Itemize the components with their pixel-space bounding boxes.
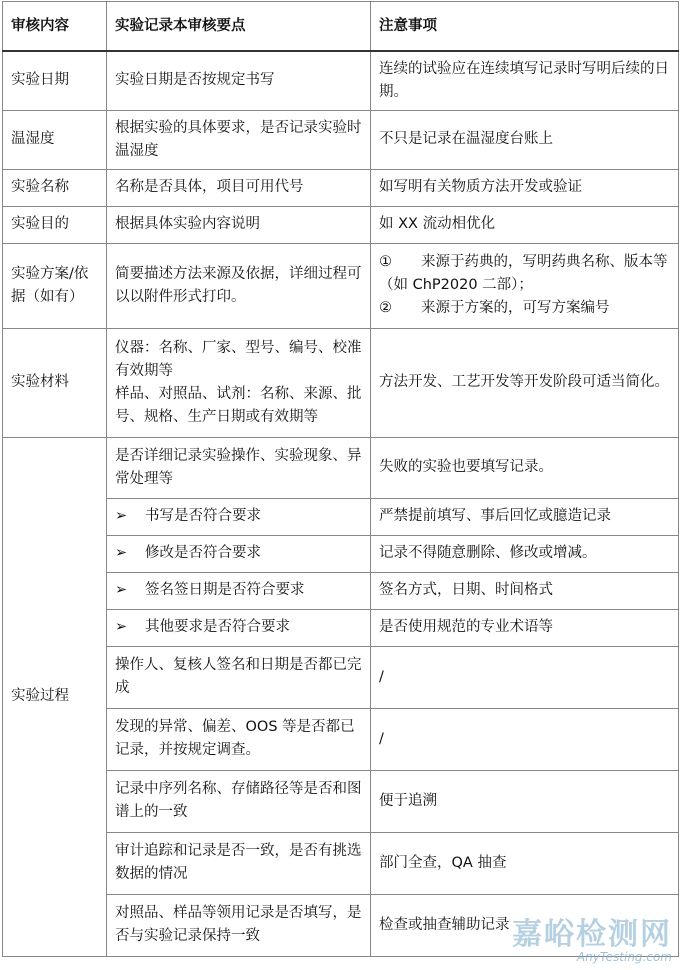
point-cell: 仪器：名称、厂家、型号、编号、校准有效期等 样品、对照品、试剂：名称、来源、批号、规格、生产日期或有效期等 xyxy=(107,328,371,437)
watermark-cn: 嘉峪检测网 xyxy=(512,917,672,952)
arrow-bullet-icon: ➢ xyxy=(115,619,128,635)
point-cell: ➢ 其他要求是否符合要求 xyxy=(107,609,371,646)
note-cell: 记录不得随意删除、修改或增减。 xyxy=(371,535,679,572)
arrow-bullet-icon: ➢ xyxy=(115,508,128,524)
note-cell: 部门全查，QA 抽查 xyxy=(371,832,679,894)
point-cell: 记录中序列名称、存储路径等是否和图谱上的一致 xyxy=(107,770,371,832)
table-row xyxy=(3,169,679,206)
point-cell: ➢ 书写是否符合要求 xyxy=(107,498,371,535)
item-cell: 实验名称 xyxy=(3,169,107,206)
item-cell: 实验材料 xyxy=(3,328,107,437)
point-cell: 是否详细记录实验操作、实验现象、异常处理等 xyxy=(107,437,371,498)
note-line: 来源于药典的，写明药典名称、版本等（如 ChP2020 二部）； xyxy=(379,254,668,293)
point-cell: 操作人、复核人签名和日期是否都已完成 xyxy=(107,646,371,708)
process-item-cell: 实验过程 xyxy=(3,437,107,956)
arrow-bullet-icon: ➢ xyxy=(115,545,128,561)
watermark-en: AnyTesting.com xyxy=(576,950,672,964)
header-cell: 审核内容 xyxy=(3,2,107,52)
point-cell: ➢ 修改是否符合要求 xyxy=(107,535,371,572)
table-row xyxy=(3,51,679,110)
point-cell: 名称是否具体，项目可用代号 xyxy=(107,169,371,206)
header-row xyxy=(3,2,679,52)
circled-number: ② xyxy=(379,300,392,316)
header-cell: 实验记录本审核要点 xyxy=(107,2,371,52)
note-cell: 连续的试验应在连续填写记录时写明后续的日期。 xyxy=(371,51,679,110)
circled-number: ① xyxy=(379,254,392,270)
note-cell: 不只是记录在温湿度台账上 xyxy=(371,110,679,169)
point-cell: 简要描述方法来源及依据，详细过程可以以附件形式打印。 xyxy=(107,243,371,328)
note-cell xyxy=(371,243,679,328)
note-cell: / xyxy=(371,708,679,770)
note-cell: 如写明有关物质方法开发或验证 xyxy=(371,169,679,206)
point-cell: 发现的异常、偏差、OOS 等是否都已记录，并按规定调查。 xyxy=(107,708,371,770)
point-cell: 审计追踪和记录是否一致，是否有挑选数据的情况 xyxy=(107,832,371,894)
point-cell: 根据具体实验内容说明 xyxy=(107,206,371,243)
audit-table xyxy=(2,1,679,957)
note-cell: 便于追溯 xyxy=(371,770,679,832)
item-cell: 温湿度 xyxy=(3,110,107,169)
point-cell: ➢ 签名签日期是否符合要求 xyxy=(107,572,371,609)
note-cell: 严禁提前填写、事后回忆或臆造记录 xyxy=(371,498,679,535)
point-cell: 实验日期是否按规定书写 xyxy=(107,51,371,110)
table-row xyxy=(3,437,679,498)
table-row xyxy=(3,243,679,328)
note-cell: / xyxy=(371,646,679,708)
note-cell: 是否使用规范的专业术语等 xyxy=(371,609,679,646)
note-cell: 失败的实验也要填写记录。 xyxy=(371,437,679,498)
table-row xyxy=(3,328,679,437)
note-cell: 如 XX 流动相优化 xyxy=(371,206,679,243)
note-cell: 方法开发、工艺开发等开发阶段可适当简化。 xyxy=(371,328,679,437)
item-cell: 实验目的 xyxy=(3,206,107,243)
item-cell: 实验方案/依据（如有） xyxy=(3,243,107,328)
point-cell: 根据实验的具体要求，是否记录实验时温湿度 xyxy=(107,110,371,169)
table-row xyxy=(3,206,679,243)
note-cell: 检查或抽查辅助记录 xyxy=(371,894,679,956)
table-row xyxy=(3,110,679,169)
note-cell: 签名方式，日期、时间格式 xyxy=(371,572,679,609)
arrow-bullet-icon: ➢ xyxy=(115,582,128,598)
header-cell: 注意事项 xyxy=(371,2,679,52)
item-cell: 实验日期 xyxy=(3,51,107,110)
point-cell: 对照品、样品等领用记录是否填写，是否与实验记录保持一致 xyxy=(107,894,371,956)
note-line: 来源于方案的，可写方案编号 xyxy=(421,300,610,316)
